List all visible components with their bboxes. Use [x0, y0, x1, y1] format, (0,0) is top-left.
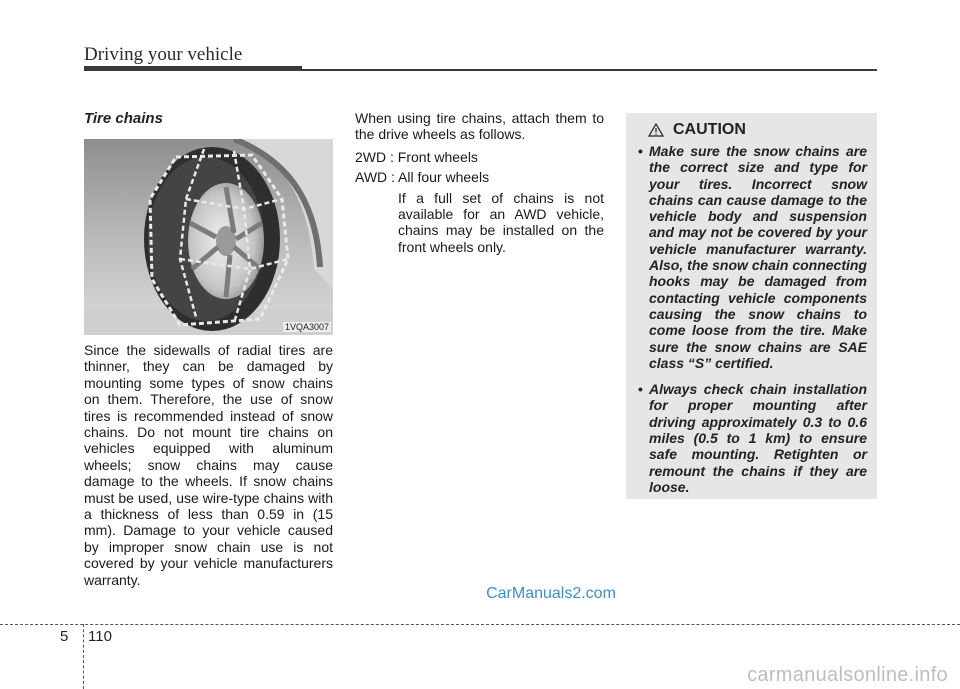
chapter-number: 5 — [60, 628, 69, 645]
figure-code: 1VQA3007 — [284, 322, 329, 332]
caution-header — [648, 121, 867, 139]
tire-chain-illustration — [84, 139, 333, 335]
watermark-top[interactable]: CarManuals2.com — [486, 585, 616, 602]
awd-note: If a full set of chains is not available for an AWD vehicle, chains may be installed on the front wheels only. — [398, 189, 604, 255]
caution-item: • Make sure the snow chains are the correct size and type for your tires. Incorrect snow chains can cause damage to the vehicle body and suspension and may not be covered by your vehicle manufacturer warranty. Also, the snow chain connecting hooks may be damaged from contacting vehicle components causing the snow chains to come loose from the tire. Make sure the snow chains are SAE class “S” certified. — [638, 143, 867, 371]
line-2wd: 2WD : Front wheels — [355, 148, 478, 165]
header-rule-thick — [84, 66, 302, 71]
body-text-left: Since the sidewalls of radial tires are thinner, they can be damaged by mounting some types of snow chains on them. Therefore, the use of snow tires is recommended instead of snow chains. Do not mount tire chains on vehicles equipped with aluminum wheels; snow chains may cause damage to the wheels. If snow chains must be used, use wire-type chains with a thickness of less than 0.59 in (15 mm). Damage to your vehicle caused by improper snow chain use is not covered by your vehicle manufacturers warranty. — [84, 342, 333, 588]
caution-item: • Always check chain installation for proper mounting after driving approximately 0.3 to 0.6 miles (0.5 to 1 km) to ensure safe mounting. Retighten or remount the chains if they are loose. — [638, 381, 867, 495]
caution-box — [626, 113, 877, 499]
warning-triangle-icon — [648, 123, 664, 137]
page-number: 110 — [88, 628, 112, 645]
line-awd: AWD : All four wheels — [355, 169, 490, 186]
footer-dashed-rule — [0, 624, 960, 625]
watermark-bottom[interactable]: carmanualsonline.info — [747, 664, 948, 686]
header-title: Driving your vehicle — [84, 44, 243, 65]
header-rule-thin — [302, 69, 877, 71]
tire-chain-drawing — [84, 139, 333, 335]
caution-list — [638, 143, 867, 495]
middle-column — [355, 110, 604, 259]
footer-vertical-rule — [83, 624, 84, 689]
section-title: Tire chains — [84, 110, 163, 127]
drive-wheels-intro: When using tire chains, attach them to the drive wheels as follows. — [355, 110, 604, 143]
caution-title: CAUTION — [673, 121, 746, 138]
